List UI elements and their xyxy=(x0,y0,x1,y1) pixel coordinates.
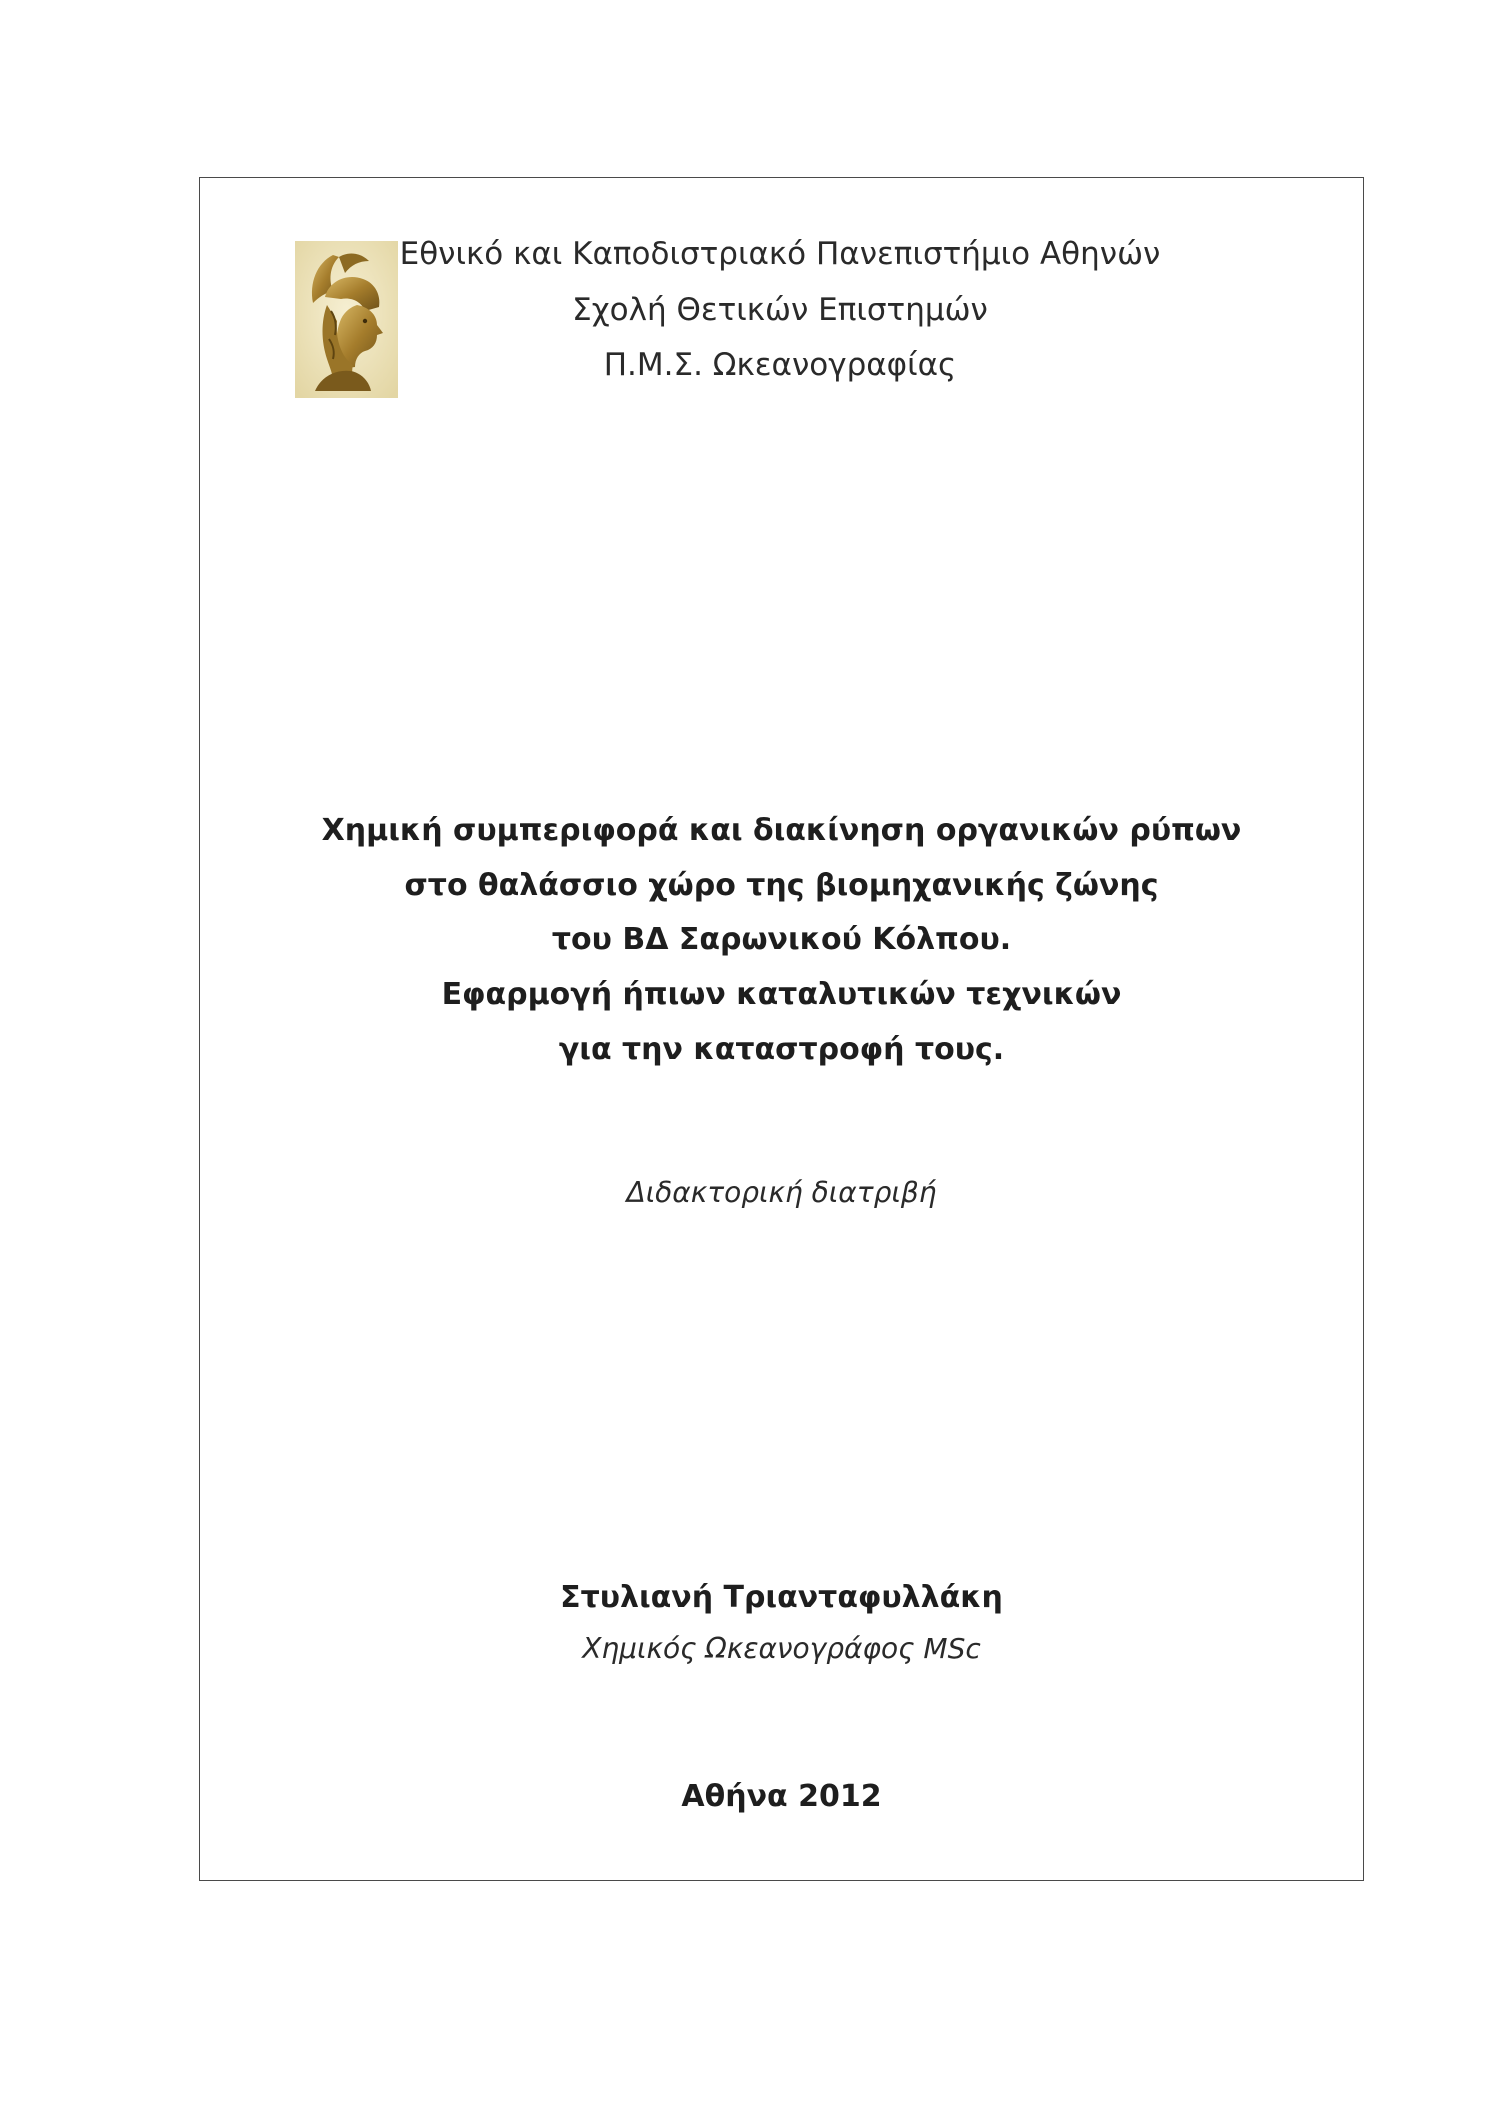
document-type: Διδακτορική διατριβή xyxy=(626,1176,937,1209)
program-name: Π.Μ.Σ. Ωκεανογραφίας xyxy=(603,347,957,383)
title-line: Χημική συμπεριφορά και διακίνηση οργανικών ρύπων xyxy=(321,813,1242,848)
place-date: Αθήνα 2012 xyxy=(681,1779,882,1814)
university-name: Εθνικό και Καποδιστριακό Πανεπιστήμιο Αθηνών xyxy=(399,236,1161,272)
title-line: του ΒΔ Σαρωνικού Κόλπου. xyxy=(551,922,1012,957)
title-line: στο θαλάσσιο χώρο της βιομηχανικής ζώνης xyxy=(404,868,1159,903)
page-frame xyxy=(199,177,1364,1881)
author-name: Στυλιανή Τριανταφυλλάκη xyxy=(560,1580,1003,1615)
author-credentials: Χημικός Ωκεανογράφος MSc xyxy=(582,1632,981,1665)
school-name: Σχολή Θετικών Επιστημών xyxy=(572,292,988,328)
title-line: Εφαρμογή ήπιων καταλυτικών τεχνικών xyxy=(441,977,1122,1012)
title-line: για την καταστροφή τους. xyxy=(558,1032,1005,1067)
